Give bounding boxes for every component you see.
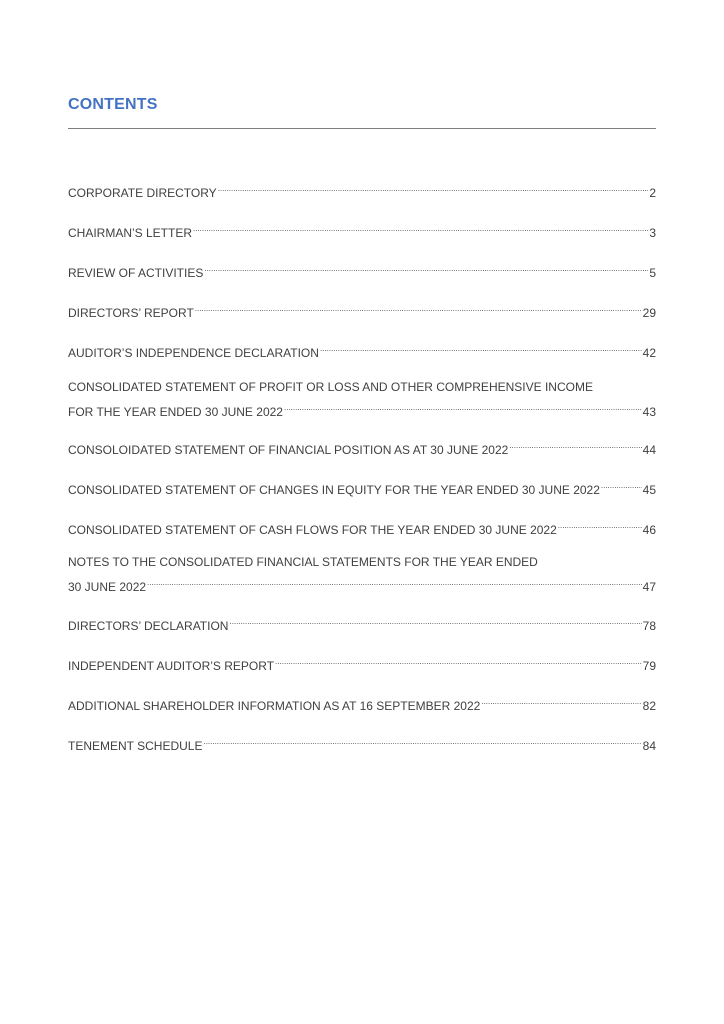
toc-entry-line <box>68 338 656 363</box>
toc-entry-label: CONSOLIDATED STATEMENT OF CASH FLOWS FOR THE YEAR ENDED 30 JUNE 2022 <box>68 523 557 537</box>
toc-entry-line <box>68 218 656 243</box>
dot-leader <box>284 397 642 416</box>
toc-entry-page-number: 3 <box>649 226 656 240</box>
toc-entry[interactable] <box>68 435 656 460</box>
toc-entry[interactable] <box>68 378 656 422</box>
toc-entry-line <box>68 397 656 422</box>
toc-entry-page-number: 45 <box>642 483 656 497</box>
toc-entry-label: DIRECTORS’ DECLARATION <box>68 619 229 633</box>
dot-leader <box>195 298 642 317</box>
toc-entry[interactable] <box>68 298 656 323</box>
toc-entry[interactable] <box>68 218 656 243</box>
toc-entry-page-number: 82 <box>642 699 656 713</box>
dot-leader <box>601 475 642 494</box>
dot-leader <box>218 178 649 197</box>
toc-entry-line <box>68 475 656 500</box>
toc-entry[interactable] <box>68 553 656 597</box>
dot-leader <box>204 258 648 277</box>
toc-entry-label: CHAIRMAN’S LETTER <box>68 226 193 240</box>
toc-entry-line <box>68 611 656 636</box>
toc-entry[interactable] <box>68 475 656 500</box>
toc-entry-page-number: 79 <box>642 659 656 673</box>
dot-leader <box>275 651 642 670</box>
toc-entry[interactable] <box>68 731 656 756</box>
dot-leader <box>193 218 648 237</box>
toc-entry[interactable] <box>68 178 656 203</box>
dot-leader <box>147 572 642 591</box>
toc-entry[interactable] <box>68 611 656 636</box>
toc-entry-label: REVIEW OF ACTIVITIES <box>68 266 204 280</box>
toc-entry-line <box>68 691 656 716</box>
toc-entry-label: TENEMENT SCHEDULE <box>68 739 203 753</box>
toc-entry-page-number: 78 <box>642 619 656 633</box>
toc-entry-label: AUDITOR’S INDEPENDENCE DECLARATION <box>68 346 319 360</box>
toc-entry-label: INDEPENDENT AUDITOR’S REPORT <box>68 659 275 673</box>
dot-leader <box>203 731 641 750</box>
toc-entry-page-number: 29 <box>642 306 656 320</box>
toc-entry-line <box>68 258 656 283</box>
toc-entry-page-number: 44 <box>642 443 656 457</box>
toc-entry-line <box>68 515 656 540</box>
toc-entry-line <box>68 651 656 676</box>
toc-entry-page-number: 42 <box>642 346 656 360</box>
toc-entry-label: FOR THE YEAR ENDED 30 JUNE 2022 <box>68 405 283 419</box>
toc-entry-page-number: 46 <box>642 523 656 537</box>
toc-entry-label: CONSOLIDATED STATEMENT OF CHANGES IN EQUITY FOR THE YEAR ENDED 30 JUNE 2022 <box>68 483 600 497</box>
toc-entry-line <box>68 572 656 597</box>
toc-entry-page-number: 43 <box>642 405 656 419</box>
toc-entry-label: ADDITIONAL SHAREHOLDER INFORMATION AS AT 16 SEPTEMBER 2022 <box>68 699 481 713</box>
toc-entry-line <box>68 298 656 323</box>
dot-leader <box>229 611 641 630</box>
toc-entry-page-number: 2 <box>649 186 656 200</box>
toc-entry-label: 30 JUNE 2022 <box>68 580 147 594</box>
toc-entry-page-number: 5 <box>649 266 656 280</box>
toc-entry-title-line: CONSOLIDATED STATEMENT OF PROFIT OR LOSS AND OTHER COMPREHENSIVE INCOME <box>68 380 593 394</box>
toc-entry[interactable] <box>68 651 656 676</box>
toc-entry-title-line: NOTES TO THE CONSOLIDATED FINANCIAL STATEMENTS FOR THE YEAR ENDED <box>68 555 538 569</box>
contents-heading: CONTENTS <box>68 96 158 113</box>
dot-leader <box>481 691 641 710</box>
toc-entry-line <box>68 731 656 756</box>
toc-entry-label: DIRECTORS’ REPORT <box>68 306 194 320</box>
dot-leader <box>558 515 642 534</box>
dot-leader <box>320 338 642 357</box>
toc-entry-label: CONSOLOIDATED STATEMENT OF FINANCIAL POSITION AS AT 30 JUNE 2022 <box>68 443 509 457</box>
toc-entry[interactable] <box>68 338 656 363</box>
toc-entry-page-number: 84 <box>642 739 656 753</box>
toc-entry[interactable] <box>68 691 656 716</box>
heading-divider <box>68 128 656 129</box>
toc-entry-line <box>68 435 656 460</box>
toc-entry-line <box>68 178 656 203</box>
toc-entry[interactable] <box>68 258 656 283</box>
toc-entry-label: CORPORATE DIRECTORY <box>68 186 217 200</box>
toc-entry-page-number: 47 <box>642 580 656 594</box>
dot-leader <box>509 435 641 454</box>
toc-entry[interactable] <box>68 515 656 540</box>
